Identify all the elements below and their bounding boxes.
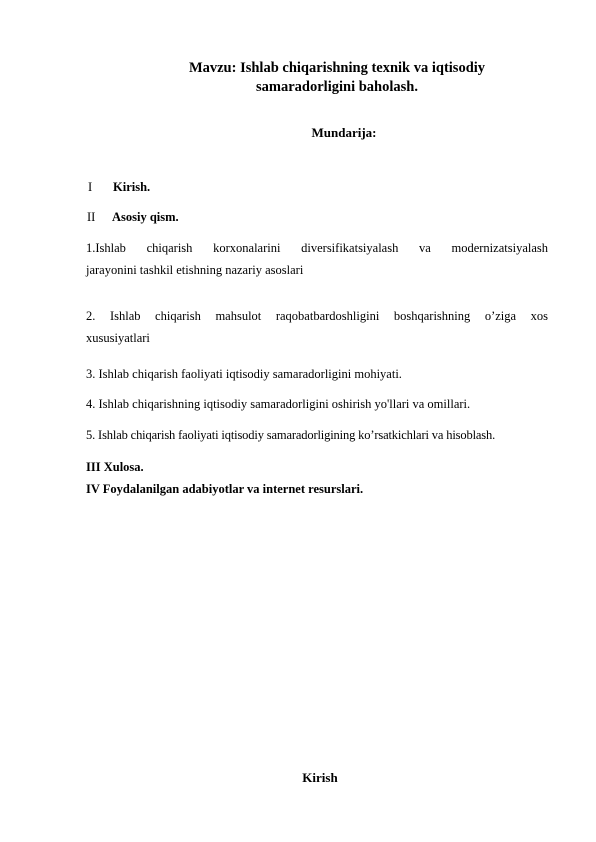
section-1-label: Kirish. (113, 180, 151, 194)
section-2-label: Asosiy qism. (112, 210, 179, 224)
document-title-line-2: samaradorligini baholash. (256, 79, 418, 95)
contents-item-2-line-2: xususiyatlari (86, 331, 150, 345)
contents-item-2-line-1: 2. Ishlab chiqarish mahsulot raqobatbardoshligini boshqarishning o’ziga xos (86, 309, 548, 323)
contents-conclusion: III Xulosa. (86, 460, 144, 474)
introduction-heading: Kirish (302, 770, 338, 785)
document-title-line-1: Mavzu: Ishlab chiqarishning texnik va iqtisodiy (188, 60, 486, 76)
contents-references: IV Foydalanilgan adabiyotlar va internet resurslari. (86, 482, 364, 496)
contents-item-3: 3. Ishlab chiqarish faoliyati iqtisodiy samaradorligini mohiyati. (86, 367, 402, 381)
section-1-number: I (88, 180, 93, 194)
section-2-number: II (87, 210, 96, 224)
contents-item-4: 4. Ishlab chiqarishning iqtisodiy samaradorligini oshirish yo'llari va omillari. (86, 397, 471, 411)
contents-heading: Mundarija: (311, 125, 377, 140)
contents-item-1-line-2: jarayonini tashkil etishning nazariy asoslari (86, 263, 304, 277)
contents-item-5: 5. Ishlab chiqarish faoliyati iqtisodiy samaradorligining ko’rsatkichlari va hisoblash. (86, 428, 496, 442)
contents-item-1-line-1: 1.Ishlab chiqarish korxonalarini diversifikatsiyalash va modernizatsiyalash (86, 241, 548, 255)
